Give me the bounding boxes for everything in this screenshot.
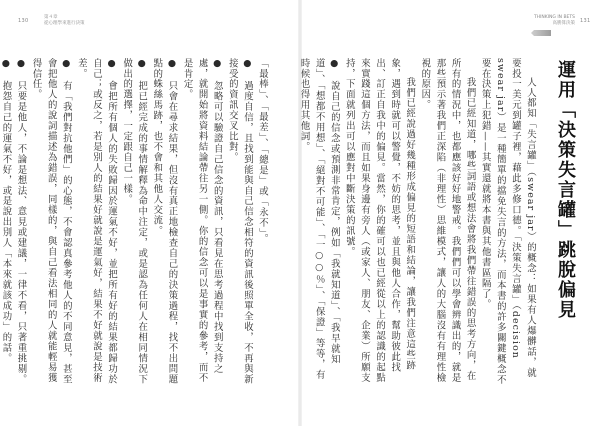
right-page-body bbox=[298, 58, 538, 388]
paragraph: 人人都知「失言罐」（swear jar）的概念：如果有人爆髒話，就要投一美元到罐子裡，藉此多修口德。「決策失言罐」（decision swear jar）是一種簡單的擋免失言的方法，而本書的許多關鍵概念不要在決策上犯錯——其實還就將本書與其他書區隔了。 bbox=[479, 58, 536, 386]
chapter-number: 第４章 bbox=[44, 15, 58, 20]
paragraph: ● 把已經完成的事情解釋為命中注定，或是認為任何人在相同情況下做出的選擇，一定跟自己一樣。 bbox=[121, 58, 148, 385]
chapter-title: 從心理學來進行決策 bbox=[44, 21, 85, 26]
right-page bbox=[300, 0, 600, 426]
left-page-body bbox=[0, 58, 270, 388]
paragraph: ● 只會在尋求結果，但沒有真正地檢查自己的決策過程，找不出問題點的蛛絲馬跡，也不會和其他人交流。 bbox=[151, 58, 178, 385]
paragraph: ● 會把所有個人的失敗歸因於運氣不好，並把所有好的結果都歸功於自己；或反之，若是別人的結果好就說是運氣好，結果不好就說是技術差。 bbox=[75, 58, 118, 385]
right-page-number: 131 bbox=[580, 18, 591, 24]
book-title-chinese: 高勝算決策 bbox=[552, 21, 575, 26]
left-page-number: 130 bbox=[18, 18, 29, 24]
left-running-header bbox=[44, 15, 85, 27]
paragraph: ● 說自己的信念或預測非常肯定，例如「我就知道」、「我早就知道」、「想都不用想」、「絕對不可能」、「一○○％」、「保證」等等，有時候也得用其他詞。 bbox=[298, 58, 340, 381]
paragraph: ● 只要是他人，不論是想法、意見或建議，一律不看，只著重挑剔。 bbox=[15, 58, 27, 385]
paragraph: 「最棒」、「最差」、「總是」或「永不」。 bbox=[257, 58, 268, 245]
chapter-thumb-tab bbox=[531, 30, 551, 36]
paragraph: 我們已經知道，哪些詞語或想法會將我們帶往錯誤的思考方向，在所有的情況中，也都應該好好地警戒。我們們可以學會辨識出的，就是那些預示著我們正深陷（非理性）思維模式，讓人的大腦沒有有理性檢視的原因。 bbox=[419, 58, 476, 384]
book-title-english: THINKING IN BETS bbox=[533, 15, 575, 20]
paragraph: ● 過度自信，且找到能與自己信念相符的資訊後照單全收，不再與新接受的資訊交叉比對。 bbox=[226, 58, 253, 385]
paragraph: ● 有「我們對抗他們」的心態，不會認真參考他人的不同意見，甚至會把他人的說詞描述為錯誤，同樣的，與自己看法相同的人就能輕易獲得信任。 bbox=[30, 58, 72, 385]
section-title: 運用「決策失言罐」跳脫偏見 bbox=[555, 60, 576, 320]
right-running-header bbox=[505, 15, 575, 27]
paragraph: 我們已經說過好幾種形成偏見的短語和結論，讓我們注意這些跡象，遇到時就可以警覺，不妨的思考，並且與他人合作，幫助彼此找出、訂正自我中的偏見。當然，你的確可以也已經從以上的認識的起點來實踐這個方法，而且如果身邊有旁人（或家人、朋友、企業）所願支持，下面就列出可以應對中斷決策的訊號。 bbox=[343, 58, 416, 384]
paragraph: ● 忽略可以驗證自己信念的資訊，只看見在思考過程中找到支持之處，就開始將資料結論帶往另一側。你的信念可以是事實的參考，而不是肯定。 bbox=[181, 58, 223, 384]
paragraph: ● 抱怨自己的運氣不好，或是說出別人「本來就該成功」的話。 bbox=[0, 58, 12, 364]
